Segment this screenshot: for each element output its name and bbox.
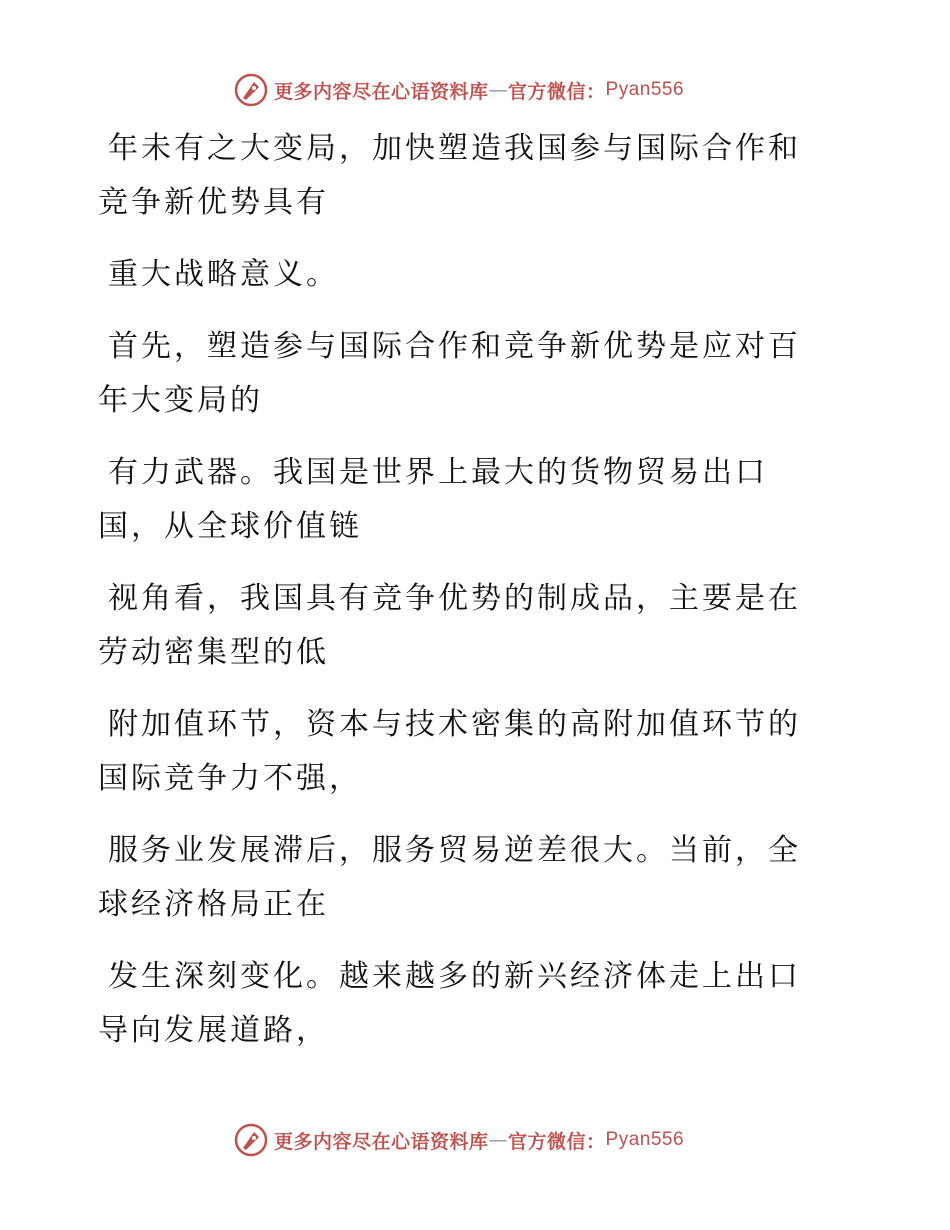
paragraph-line: 劳动密集型的低: [98, 635, 329, 670]
paragraph-5: [98, 572, 838, 680]
paragraph-4: [98, 446, 838, 554]
paragraph-line: 国，从全球价值链: [98, 509, 362, 544]
paragraph-line: 发生深刻变化。越来越多的新兴经济体走上出口: [108, 959, 801, 994]
pen-nib-logo-icon: [234, 1123, 268, 1157]
paragraph-line: 附加值环节，资本与技术密集的高附加值环节的: [108, 707, 801, 742]
paragraph-line: 年大变局的: [98, 383, 263, 418]
paragraph-line: 首先，塑造参与国际合作和竞争新优势是应对百: [108, 329, 801, 364]
paragraph-3: [98, 320, 838, 428]
footer-watermark: [234, 1123, 684, 1157]
paragraph-line: 有力武器。我国是世界上最大的货物贸易出口: [108, 455, 768, 490]
paragraph-7: [98, 824, 838, 932]
paragraph-line: 年未有之大变局，加快塑造我国参与国际合作和: [108, 131, 801, 166]
paragraph-line: 视角看，我国具有竞争优势的制成品，主要是在: [108, 581, 801, 616]
pen-nib-logo-icon: [234, 73, 268, 107]
header-watermark: [234, 73, 684, 107]
watermark-separator: —: [488, 79, 509, 101]
watermark-main-text: 更多内容尽在心语资料库: [274, 80, 489, 103]
paragraph-line: 导向发展道路，: [98, 1013, 329, 1048]
paragraph-1: [98, 122, 838, 230]
paragraph-8: [98, 950, 838, 1058]
watermark-wechat-id: Pyan556: [605, 79, 685, 100]
watermark-label: 官方微信：: [508, 1130, 606, 1153]
watermark-wechat-id: Pyan556: [605, 1129, 685, 1150]
paragraph-line: 服务业发展滞后，服务贸易逆差很大。当前，全: [108, 833, 801, 868]
paragraph-6: [98, 698, 838, 806]
paragraph-line: 重大战略意义。: [108, 257, 339, 292]
paragraph-line: 竞争新优势具有: [98, 185, 329, 220]
document-body: [98, 122, 838, 1076]
paragraph-2: [98, 248, 838, 302]
paragraph-line: 国际竞争力不强，: [98, 761, 362, 796]
watermark-label: 官方微信：: [508, 80, 606, 103]
watermark-separator: —: [488, 1129, 509, 1151]
paragraph-line: 球经济格局正在: [98, 887, 329, 922]
watermark-main-text: 更多内容尽在心语资料库: [274, 1130, 489, 1153]
